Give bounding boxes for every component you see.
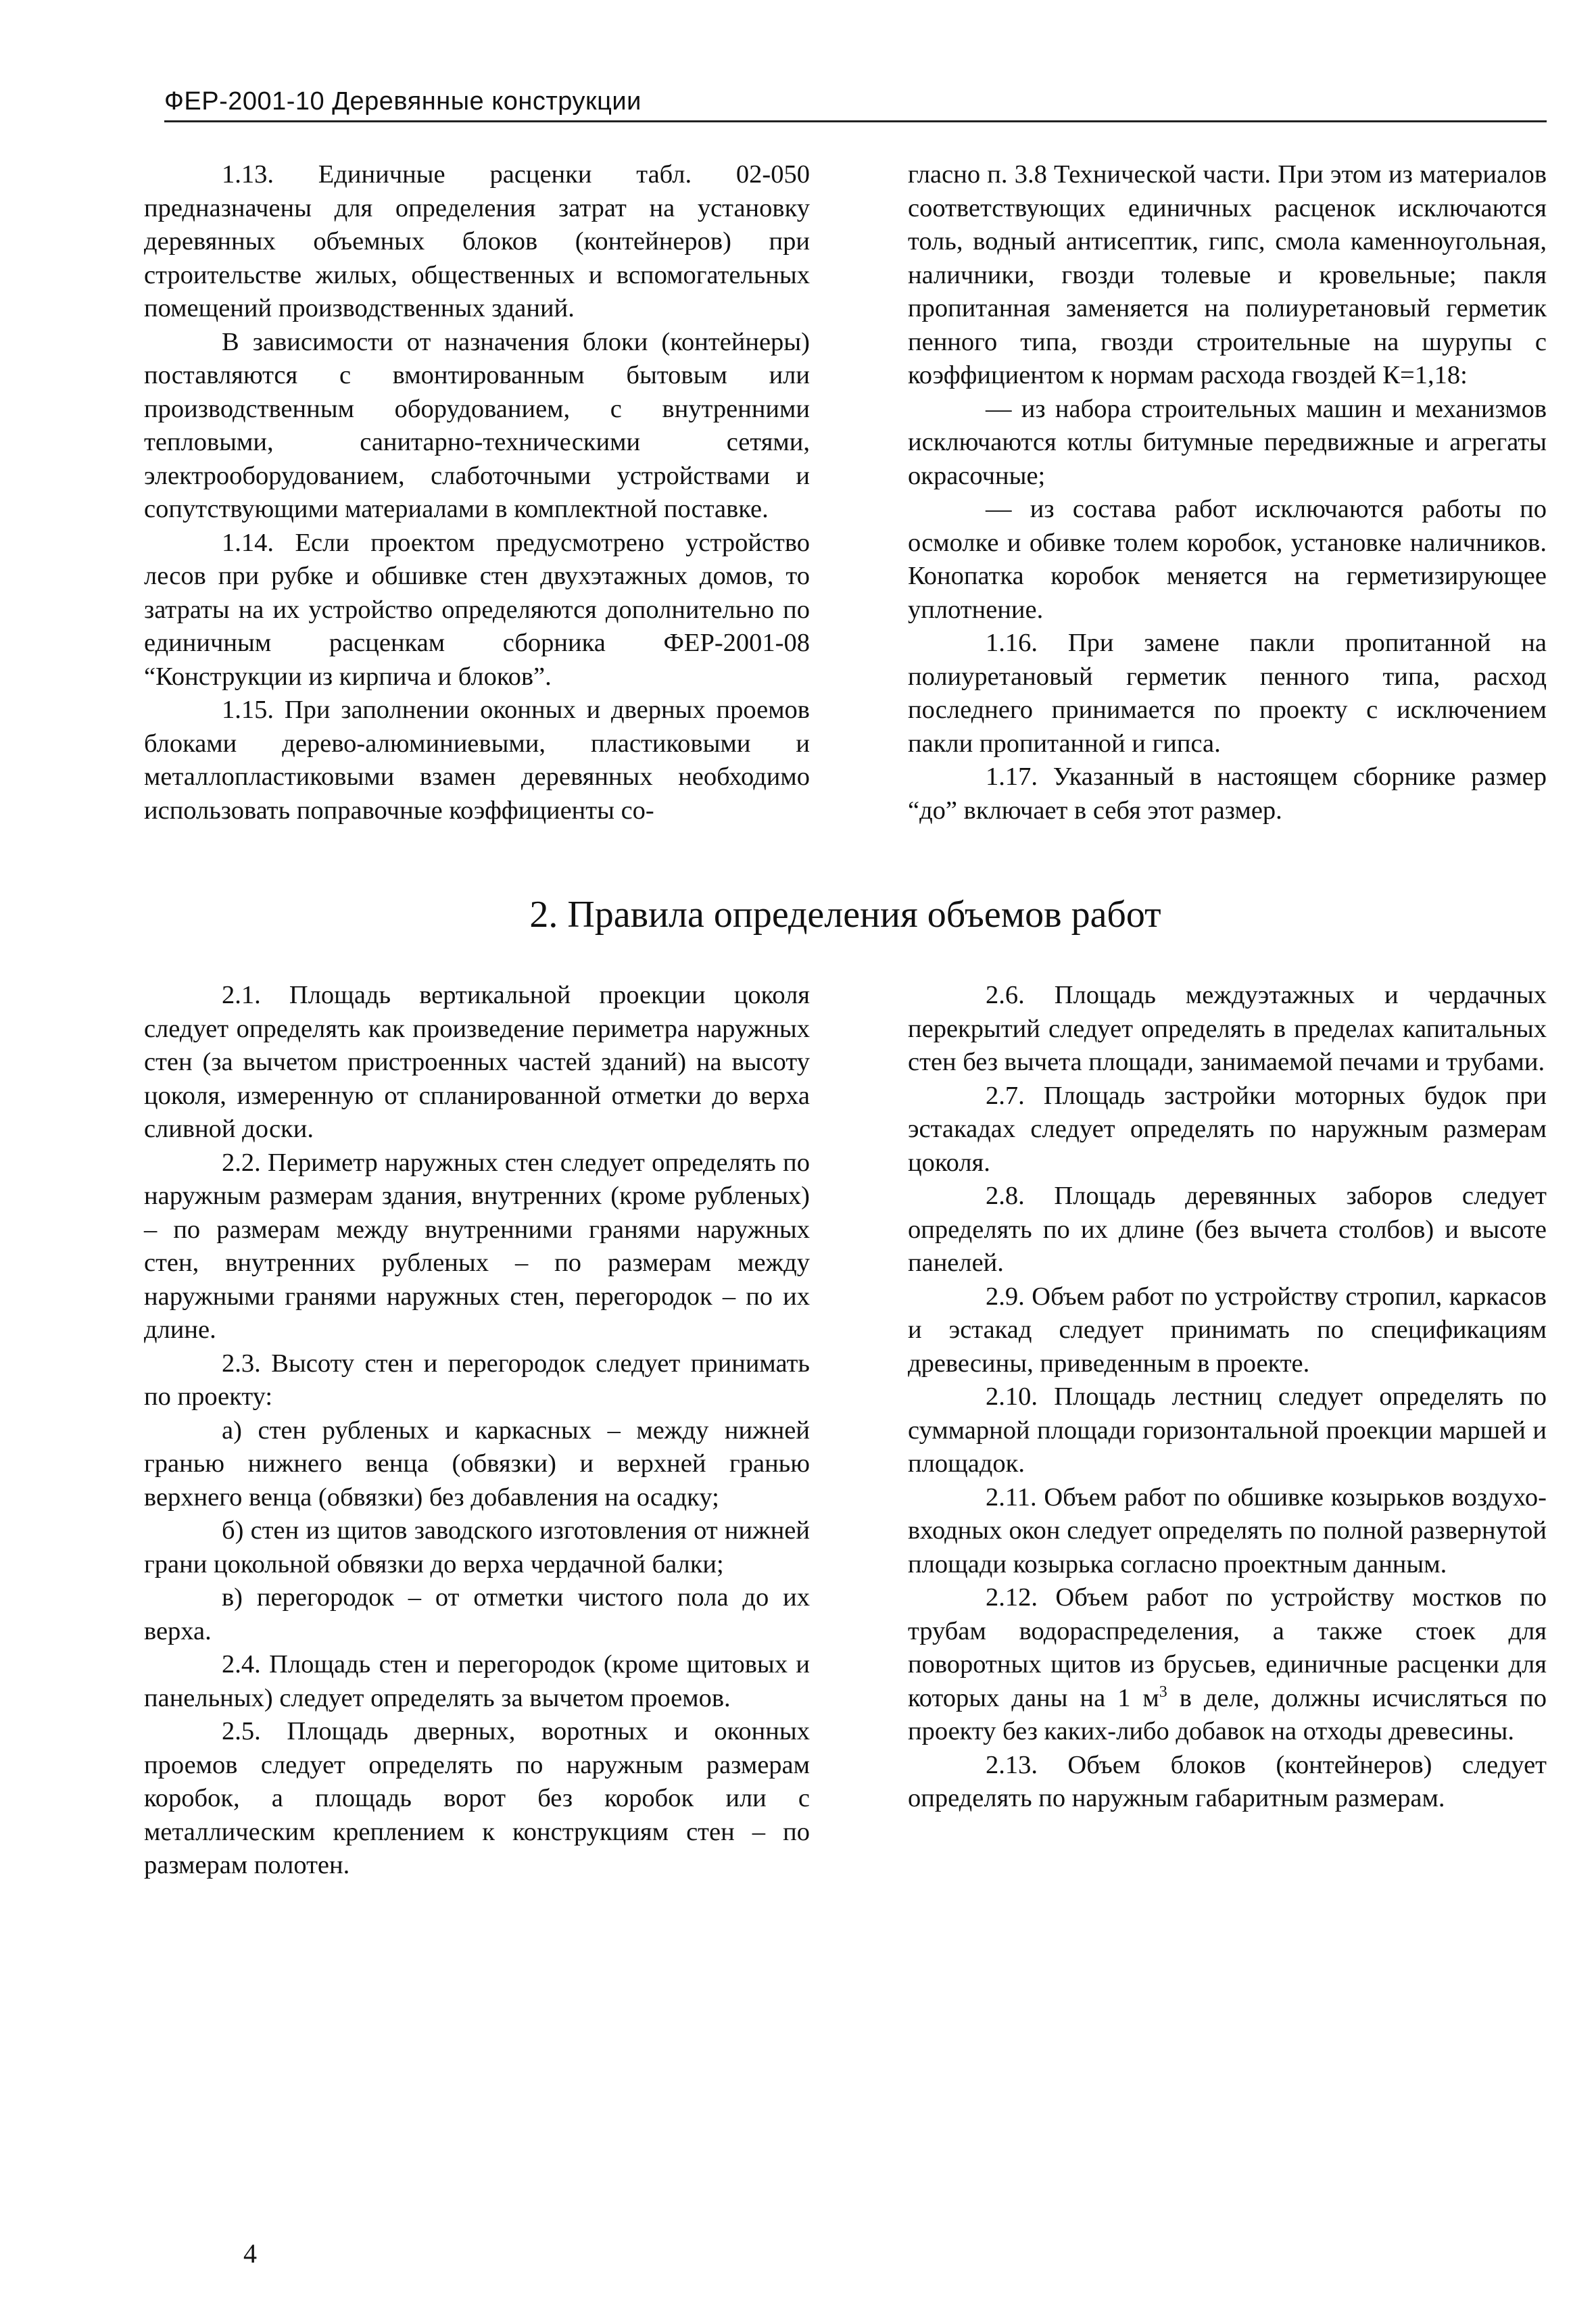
paragraph-2-8: 2.8. Площадь деревянных заборов следует определять по их длине (без вычета столбов) и высоте панелей. (908, 1182, 1547, 1277)
paragraph-2-7: 2.7. Площадь застройки моторных будок при эстакадах следует определять по наружным размерам цоколя. (908, 1081, 1547, 1177)
section-heading: 2. Правила определения объемов работ (529, 894, 1161, 936)
paragraph-works-excluded: — из состава работ исключаются работы по осмолке и обивке толем коробок, установке наличников. Конопатка коробок меняется на герметизирующее уплотнение. (908, 495, 1547, 624)
page-number: 4 (243, 2238, 257, 2269)
rules-column-left (144, 979, 810, 1883)
paragraph-1-15-continued: гласно п. 3.8 Технической части. При этом из материалов соответствующих единичных расценок исключаются толь, водный антисептик, гипс, смола каменноугольная, наличники, гвозди толевые и кровельные; пакля пропитанная заменяется на полиуретановый герметик пенного типа, гвозди строительные на шурупы с коэффициентом к нормам расхода гвоздей К=1,18: (908, 160, 1547, 389)
paragraph-2-3-a: а) стен рубленых и каркасных – между нижней гранью нижнего венца (обвязки) и верхней гранью верхнего венца (обвязки) без добавления на осадку; (144, 1416, 810, 1512)
rules-column-right (908, 979, 1547, 1816)
paragraph-1-13: 1.13. Единичные расценки табл. 02-050 предназначены для определения затрат на установку деревянных объемных блоков (контейнеров) при строительстве жилых, общественных и вспомогательных помещений производственных зданий. (144, 160, 810, 322)
intro-column-right (908, 158, 1547, 827)
paragraph-2-1: 2.1. Площадь вертикальной проекции цоколя следует определять как произведение периметра наружных стен (за вычетом пристроенных частей зданий) на высоту цоколя, измеренную от спланированной отметки до верха сливной доски. (144, 981, 810, 1143)
paragraph-2-12-text-a: 2.12. Объем работ по устройству мостков по трубам водораспределения, а также стоек для поворотных щитов из брусьев, единичные расценки для которых даны на 1 м (908, 1583, 1547, 1712)
paragraph-1-14: 1.14. Если проектом предусмотрено устройство лесов при рубке и обшивке стен двухэтажных домов, то затраты на их устройство определяются дополнительно по единичным расценкам сборника ФЕР-2001-08 “Конструкции из кирпича и блоков”. (144, 528, 810, 691)
paragraph-blocks-equipment: В зависимости от назначения блоки (контейнеры) поставляются с вмонтированным бытовым или производственным оборудованием, с внутренними тепловыми, санитарно-техническими сетями, электрооборудованием, слаботочными устройствами и сопутствующими материалами в комплектной поставке. (144, 327, 810, 523)
paragraph-2-13: 2.13. Объем блоков (контейнеров) следует определять по наружным габаритным размерам. (908, 1750, 1547, 1812)
paragraph-2-10: 2.10. Площадь лестниц следует определять по суммарной площади горизонтальной проекции маршей и площадок. (908, 1382, 1547, 1478)
running-title: ФЕР-2001-10 Деревянные конструкции (164, 87, 642, 116)
paragraph-1-17: 1.17. Указанный в настоящем сборнике размер “до” включает в себя этот размер. (908, 763, 1547, 825)
paragraph-2-3-b: б) стен из щитов заводского изготовления от нижней грани цокольной обвязки до верха чердачной балки; (144, 1516, 810, 1578)
paragraph-2-12 (908, 1581, 1547, 1749)
paragraph-2-9: 2.9. Объем работ по устройству стропил, каркасов и эстакад следует принимать по спецификациям древесины, приведенным в проекте. (908, 1282, 1547, 1378)
paragraph-machines-excluded: — из набора строительных машин и механизмов исключаются котлы битумные передвижные и агрегаты окрасочные; (908, 394, 1547, 490)
intro-column-left (144, 158, 810, 827)
paragraph-2-11: 2.11. Объем работ по обшивке козырьков воздухо-входных окон следует определять по полной развернутой площади козырька согласно проектным данным. (908, 1482, 1547, 1578)
paragraph-2-2: 2.2. Периметр наружных стен следует определять по наружным размерам здания, внутренних (кроме рубленых) – по размерам между внутренними гранями наружных стен, внутренних рубленых – по размерам между наружными гранями наружных стен, перегородок – по их длине. (144, 1148, 810, 1344)
cubic-superscript: 3 (1159, 1683, 1167, 1701)
paragraph-2-5: 2.5. Площадь дверных, воротных и оконных проемов следует определять по наружным размерам коробок, а площадь ворот без коробок или с металлическим креплением к конструкциям стен – по размерам полотен. (144, 1717, 810, 1879)
page-header (164, 73, 1547, 122)
paragraph-2-3: 2.3. Высоту стен и перегородок следует принимать по проекту: (144, 1349, 810, 1411)
paragraph-1-16: 1.16. При замене пакли пропитанной на полиуретановый герметик пенного типа, расход последнего принимается по проекту с исключением пакли пропитанной и гипса. (908, 629, 1547, 758)
paragraph-2-3-c: в) перегородок – от отметки чистого пола до их верха. (144, 1583, 810, 1645)
paragraph-1-15: 1.15. При заполнении оконных и дверных проемов блоками дерево-алюминиевыми, пластиковыми и металлопластиковыми взамен деревянных необходимо использовать поправочные коэффициенты со- (144, 696, 810, 825)
paragraph-2-4: 2.4. Площадь стен и перегородок (кроме щитовых и панельных) следует определять за вычетом проемов. (144, 1650, 810, 1712)
paragraph-2-6: 2.6. Площадь междуэтажных и чердачных перекрытий следует определять в пределах капитальных стен без вычета площади, занимаемой печами и трубами. (908, 981, 1547, 1076)
paragraph-2-12-text-b: в деле, должны исчисляться по проекту без каких-либо добавок на отходы древесины. (908, 1683, 1547, 1745)
